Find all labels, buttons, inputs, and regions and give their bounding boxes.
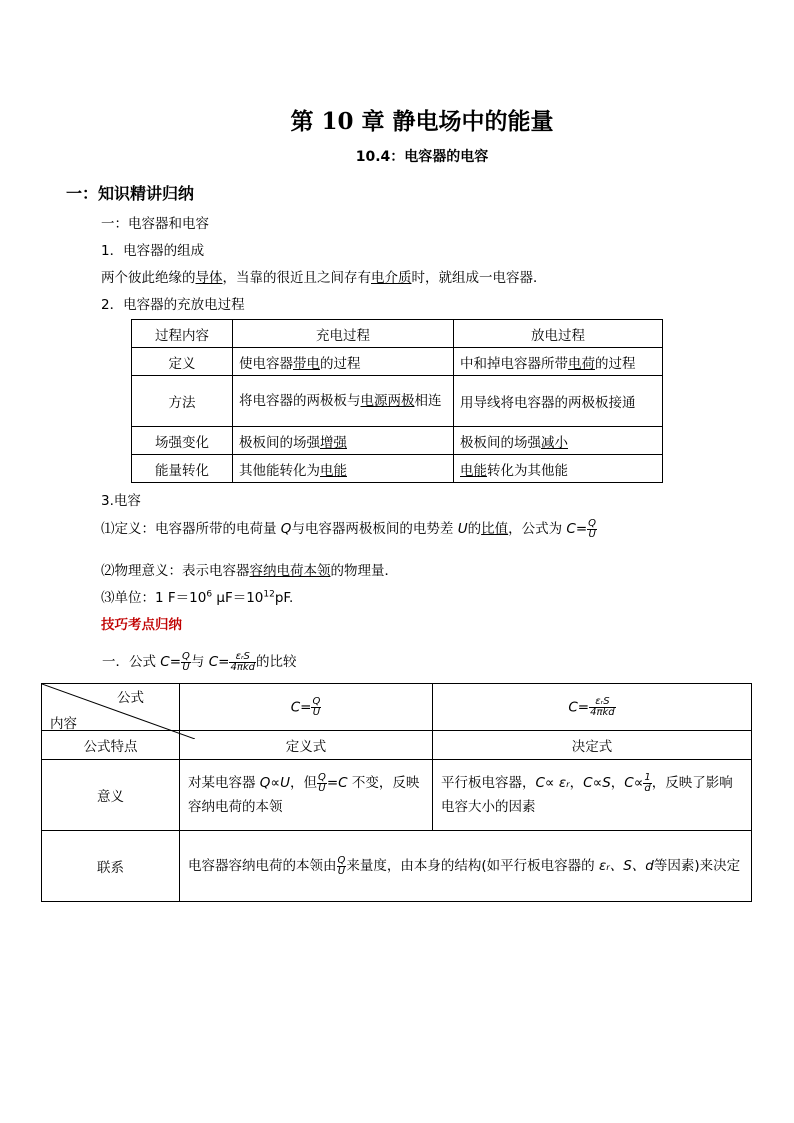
- text-span: ⑵物理意义：表示电容器: [101, 563, 250, 579]
- text-span: 不变，反映容纳电荷的本领: [188, 775, 420, 815]
- text-span: 的物理量．: [330, 563, 398, 579]
- table-cell: [180, 760, 433, 831]
- skill-heading: 技巧考点归纳: [101, 617, 182, 633]
- fraction: [311, 697, 321, 718]
- text-span: 一．公式: [102, 654, 161, 670]
- item-heading: 2．电容器的充放电过程: [101, 297, 245, 313]
- text-span: 中和掉电容器所带: [460, 355, 568, 372]
- table-cell: 定义: [132, 348, 233, 376]
- table-cell: [454, 455, 663, 483]
- fraction: [589, 697, 616, 718]
- numerator: 1: [644, 771, 651, 783]
- table-cell: 场强变化: [132, 427, 233, 455]
- text-span: 用导线将电容器的两极板接通: [460, 395, 636, 411]
- numerator: Q: [312, 695, 321, 707]
- denominator: 4πkd: [590, 706, 615, 718]
- text-span: 等因素)来决定: [653, 858, 741, 874]
- fraction: [587, 519, 597, 540]
- formula-compare-table: [41, 683, 752, 902]
- underlined-term: 电荷: [568, 355, 595, 372]
- symbol: C∝S: [583, 775, 611, 791]
- exponent: 12: [263, 589, 275, 600]
- symbol: Q∝U: [259, 775, 290, 791]
- text-span: 的过程: [595, 355, 636, 372]
- table-cell: [233, 427, 454, 455]
- text-span: =: [575, 521, 588, 537]
- symbol: C∝: [624, 775, 644, 791]
- symbol: C: [160, 654, 170, 670]
- numerator: Q: [337, 854, 346, 866]
- numerator: Q: [182, 650, 190, 662]
- table-cell: 能量转化: [132, 455, 233, 483]
- table-cell: 方法: [132, 376, 233, 427]
- fraction: [229, 652, 256, 673]
- denominator: U: [337, 865, 346, 877]
- text-span: 相连: [414, 393, 442, 409]
- page-title: 第 10 章 静电场中的能量: [290, 108, 554, 135]
- text-span: 与电容器两极板间的电势差: [291, 521, 458, 537]
- text-span: 其他能转化为: [239, 462, 320, 479]
- header-label-bottom: 内容: [50, 716, 77, 732]
- table-cell: 公式特点: [42, 731, 180, 760]
- symbol: C∝ εᵣ: [535, 775, 570, 791]
- table-row: [132, 348, 663, 376]
- table-header-row: [132, 320, 663, 348]
- table-row: [132, 427, 663, 455]
- denominator: 4πkd: [230, 661, 255, 673]
- numerator: Q: [588, 517, 597, 529]
- table-cell: 意义: [42, 760, 180, 831]
- text-span: 对某电容器: [188, 775, 260, 791]
- symbol: C: [208, 654, 219, 670]
- table-cell: [233, 376, 454, 427]
- underlined-term: 减小: [541, 434, 568, 451]
- table-cell: [454, 348, 663, 376]
- paragraph: [101, 266, 547, 286]
- header-label-top: 公式: [117, 690, 144, 706]
- table-row: [132, 376, 663, 427]
- compare-heading: [102, 650, 297, 673]
- text-span: =: [218, 654, 230, 670]
- table-header-row: [42, 684, 752, 731]
- text-span: ，公式为: [508, 521, 567, 537]
- text-span: ，: [569, 775, 584, 791]
- text-span: 与: [190, 654, 209, 670]
- page-subtitle: 10.4：电容器的电容: [355, 149, 489, 165]
- table-row: [42, 831, 752, 902]
- formula-cell: [433, 684, 752, 731]
- numerator: εᵣS: [589, 697, 616, 708]
- underlined-term: 电能: [460, 462, 487, 479]
- table-cell: [454, 427, 663, 455]
- table-cell: [433, 760, 752, 831]
- table-header-cell: 过程内容: [132, 320, 233, 348]
- formula-cell: [180, 684, 433, 731]
- table-header-cell: 充电过程: [233, 320, 454, 348]
- denominator: U: [312, 706, 321, 718]
- text-span: ，当靠的很近且之间存有: [222, 270, 371, 286]
- text-span: 转化为其他能: [487, 462, 568, 479]
- table-cell: [454, 376, 663, 427]
- text-span: pF.: [274, 590, 294, 606]
- text-span: =: [577, 699, 590, 715]
- charge-process-table: [131, 319, 663, 483]
- text-span: 将电容器的两极板与: [239, 393, 361, 409]
- underlined-term: 电源两极: [360, 393, 415, 409]
- underlined-term: 导体: [195, 270, 223, 286]
- table-cell: 决定式: [433, 731, 752, 760]
- table-cell: [233, 455, 454, 483]
- text-span: ⑶单位：1 F＝10: [101, 590, 207, 606]
- denominator: d: [644, 782, 651, 794]
- table-cell: 联系: [42, 831, 180, 902]
- text-span: μF＝10: [212, 590, 264, 606]
- text-span: 的过程: [320, 355, 361, 372]
- item-heading: 1．电容器的组成: [101, 243, 205, 259]
- denominator: U: [182, 661, 190, 673]
- table-header-cell: 放电过程: [454, 320, 663, 348]
- fraction: [337, 856, 347, 877]
- underlined-term: 电能: [320, 462, 347, 479]
- symbol: U: [457, 521, 468, 537]
- underlined-term: 电介质: [371, 270, 412, 286]
- underlined-term: 比值: [481, 521, 509, 537]
- text-span: ，: [610, 775, 625, 791]
- table-cell: [233, 348, 454, 376]
- symbol: C: [568, 699, 578, 715]
- unit-line: [101, 586, 293, 606]
- subsection-heading: 一：电容器和电容: [101, 216, 209, 232]
- definition-line: [101, 517, 597, 540]
- denominator: U: [318, 782, 326, 794]
- symbol: εᵣ、S、d: [598, 858, 654, 874]
- text-span: 平行板电容器，: [441, 775, 536, 791]
- text-span: 电容器容纳电荷的本领由: [188, 858, 337, 874]
- symbol: Q: [280, 521, 292, 537]
- text-span: 两个彼此绝缘的: [101, 270, 196, 286]
- text-span: 的比较: [256, 654, 297, 670]
- symbol: C: [566, 521, 576, 537]
- text-span: ⑴定义：电容器所带的电荷量: [101, 521, 281, 537]
- text-span: =: [169, 654, 182, 670]
- text-span: 来量度，由本身的结构(如平行板电容器的: [346, 858, 599, 874]
- denominator: U: [588, 528, 596, 540]
- table-row: [42, 760, 752, 831]
- numerator: Q: [317, 771, 326, 783]
- symbol: =C: [326, 775, 348, 791]
- underlined-term: 带电: [293, 355, 320, 372]
- text-span: ，反映了影响电容大小的因素: [441, 775, 733, 815]
- numerator: εᵣS: [229, 652, 256, 663]
- text-span: =: [300, 699, 312, 715]
- symbol: C: [290, 699, 301, 715]
- underlined-term: 容纳电荷本领: [249, 563, 331, 579]
- exponent: 6: [206, 589, 213, 600]
- text-span: ，但: [289, 775, 317, 791]
- meaning-line: [101, 559, 398, 579]
- diagonal-header-cell: [42, 684, 180, 731]
- fraction: [643, 773, 651, 794]
- fraction: [317, 773, 327, 794]
- text-span: 的: [467, 521, 482, 537]
- text-span: 极板间的场强: [239, 434, 320, 451]
- table-cell: [180, 831, 752, 902]
- text-span: 时，就组成一电容器．: [411, 270, 547, 286]
- table-cell: 定义式: [180, 731, 433, 760]
- item-heading: 3.电容: [101, 493, 141, 509]
- text-span: 极板间的场强: [460, 434, 541, 451]
- text-span: 使电容器: [239, 355, 293, 372]
- table-row: [132, 455, 663, 483]
- section-heading: 一：知识精讲归纳: [66, 184, 195, 203]
- fraction: [181, 652, 191, 673]
- underlined-term: 增强: [320, 434, 347, 451]
